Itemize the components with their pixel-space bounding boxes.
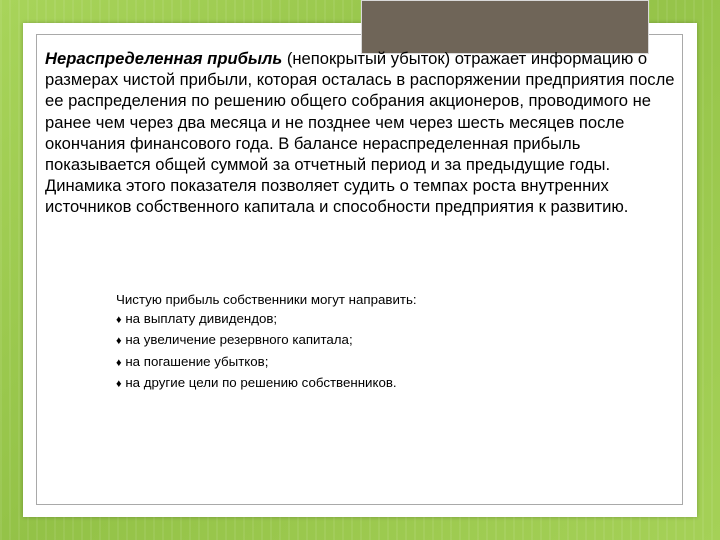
list-item bbox=[116, 373, 636, 394]
main-text-block bbox=[45, 48, 685, 218]
definition-paragraph bbox=[45, 48, 685, 175]
list-item bbox=[116, 330, 636, 351]
list-intro: Чистую прибыль собственники могут направить: bbox=[116, 292, 417, 307]
distribution-list bbox=[116, 290, 636, 394]
bullet-icon: ♦ bbox=[116, 377, 122, 390]
title-tab bbox=[361, 0, 649, 54]
bullet-icon: ♦ bbox=[116, 314, 122, 327]
dynamics-paragraph: Динамика этого показателя позволяет судить о темпах роста внутренних источников собственного капитала и способности предприятия к развитию. bbox=[45, 176, 629, 217]
bullet-icon: ♦ bbox=[116, 356, 122, 369]
bullet-icon: ♦ bbox=[116, 335, 122, 348]
list-item-text: на погашение убытков; bbox=[125, 353, 269, 369]
list-item-text: на другие цели по решению собственников. bbox=[125, 374, 397, 390]
list-item-text: на увеличение резервного капитала; bbox=[125, 332, 353, 348]
list-item-text: на выплату дивидендов; bbox=[125, 311, 278, 327]
list-item bbox=[116, 352, 636, 373]
definition-text: (непокрытый убыток) отражает информацию о размерах чистой прибыли, которая осталась в распоряжении предприятия после ее распределения по решению общего собрания акционеров, проводимого не ранее чем через два месяца и не позднее чем через шесть месяцев после окончания финансового года. В балансе нераспределенная прибыль показывается общей суммой за отчетный период и за предыдущие годы. bbox=[45, 49, 675, 175]
list-item bbox=[116, 309, 636, 330]
term-retained-earnings: Нераспределенная прибыль bbox=[45, 49, 283, 68]
